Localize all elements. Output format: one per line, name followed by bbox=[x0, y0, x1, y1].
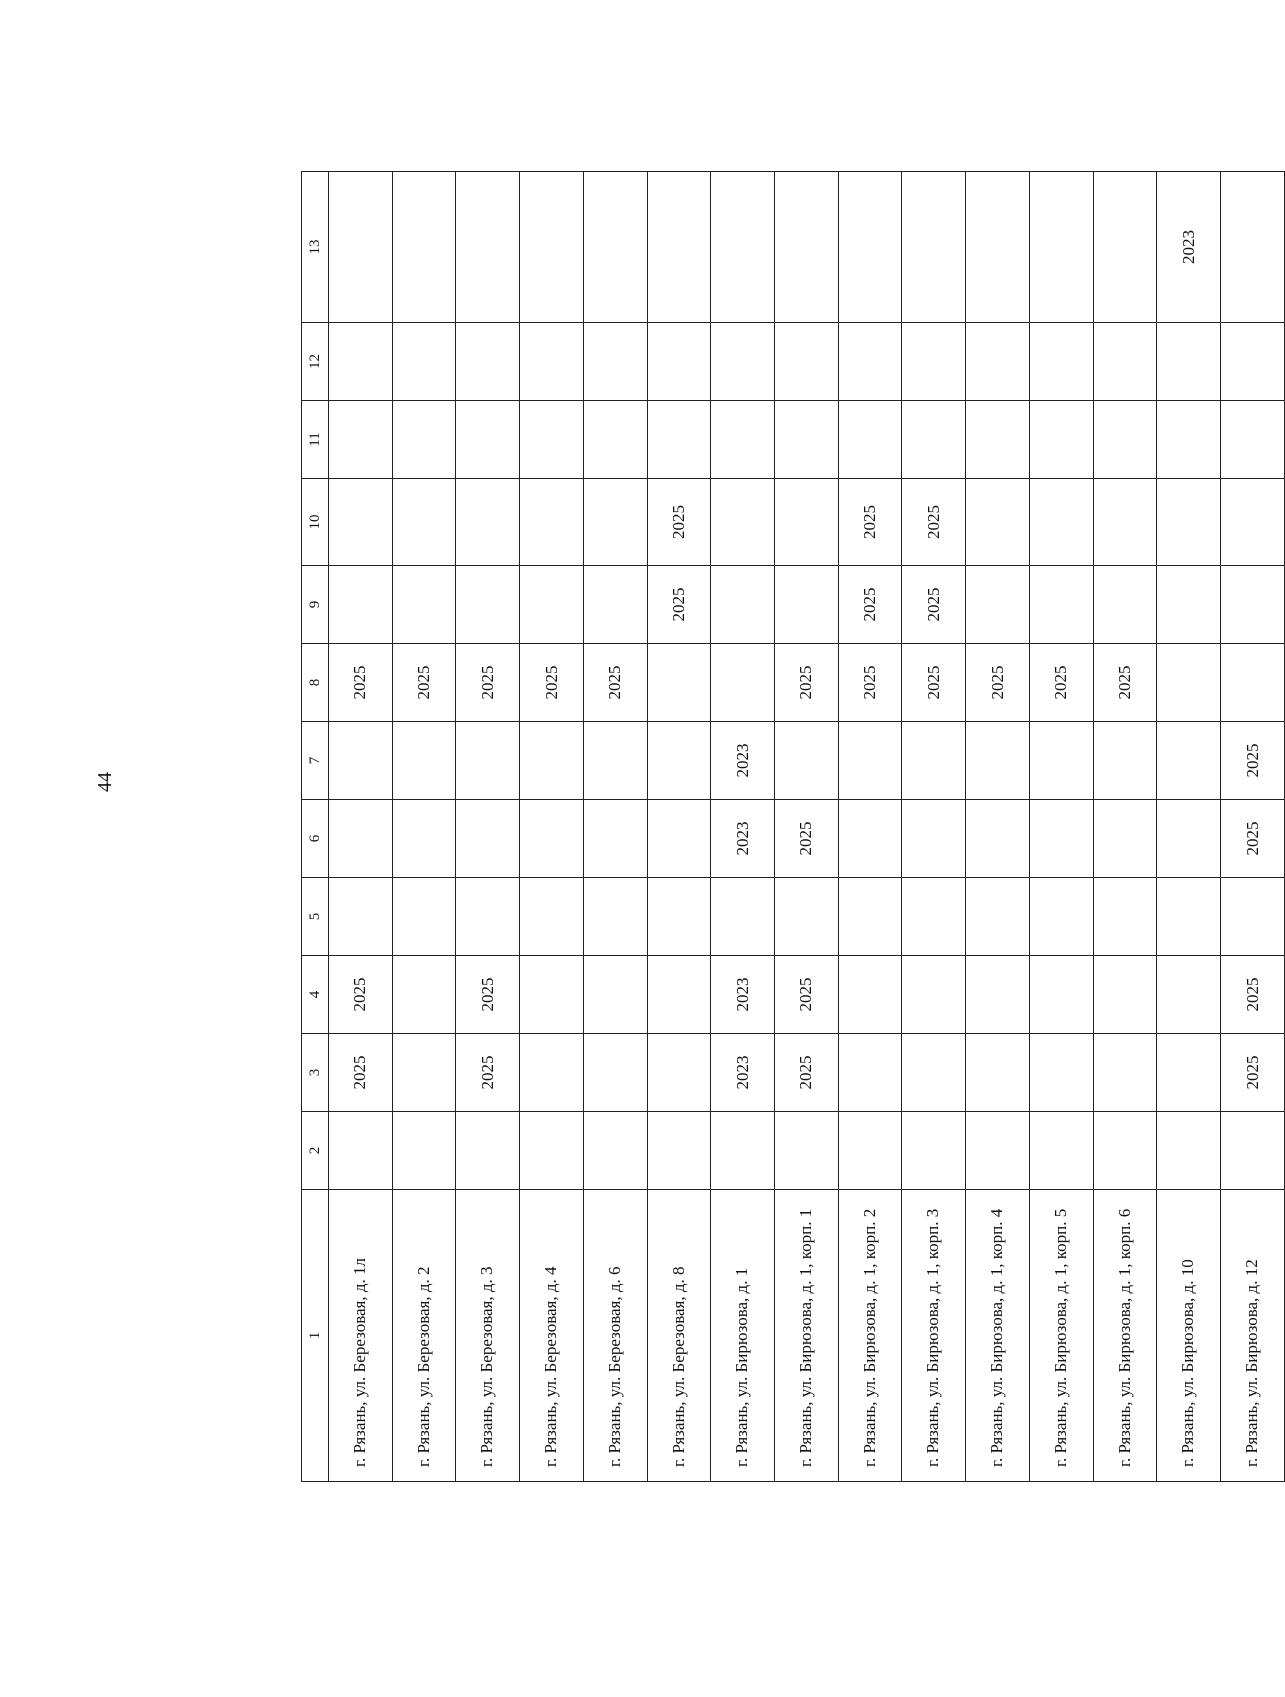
year-cell bbox=[775, 878, 839, 956]
address-cell: г. Рязань, ул. Бирюзова, д. 1, корп. 4 bbox=[966, 1190, 1030, 1482]
column-header: 11 bbox=[302, 401, 329, 479]
year-cell: 2025 bbox=[838, 566, 902, 644]
year-cell bbox=[456, 1112, 520, 1190]
year-cell bbox=[902, 878, 966, 956]
year-cell bbox=[711, 172, 775, 323]
year-cell: 2025 bbox=[392, 644, 456, 722]
year-cell bbox=[1157, 1034, 1221, 1112]
year-cell bbox=[711, 566, 775, 644]
year-cell bbox=[520, 722, 584, 800]
column-header: 6 bbox=[302, 800, 329, 878]
year-cell bbox=[1221, 566, 1285, 644]
year-cell: 2025 bbox=[966, 644, 1030, 722]
year-cell bbox=[583, 172, 647, 323]
column-header: 3 bbox=[302, 1034, 329, 1112]
year-cell bbox=[392, 323, 456, 401]
year-cell: 2025 bbox=[902, 566, 966, 644]
year-cell bbox=[902, 1112, 966, 1190]
year-cell: 2025 bbox=[329, 956, 393, 1034]
year-cell bbox=[966, 1112, 1030, 1190]
year-cell bbox=[456, 172, 520, 323]
table-row bbox=[1221, 172, 1285, 1482]
year-cell bbox=[329, 172, 393, 323]
year-cell bbox=[838, 172, 902, 323]
column-header: 5 bbox=[302, 878, 329, 956]
year-cell bbox=[966, 956, 1030, 1034]
table-body bbox=[329, 172, 1285, 1482]
year-cell bbox=[329, 1112, 393, 1190]
year-cell bbox=[1093, 401, 1157, 479]
year-cell bbox=[1093, 722, 1157, 800]
year-cell bbox=[1029, 479, 1093, 566]
year-cell bbox=[775, 566, 839, 644]
table-row bbox=[775, 172, 839, 1482]
year-cell bbox=[1029, 401, 1093, 479]
year-cell: 2025 bbox=[456, 644, 520, 722]
table-row bbox=[392, 172, 456, 1482]
year-cell bbox=[456, 479, 520, 566]
year-cell bbox=[902, 956, 966, 1034]
year-cell bbox=[1157, 479, 1221, 566]
year-cell bbox=[1029, 172, 1093, 323]
year-cell bbox=[902, 172, 966, 323]
year-cell bbox=[1093, 800, 1157, 878]
year-cell bbox=[456, 401, 520, 479]
year-cell bbox=[456, 722, 520, 800]
year-cell bbox=[1093, 323, 1157, 401]
table-row bbox=[1157, 172, 1221, 1482]
year-cell bbox=[647, 172, 711, 323]
year-cell bbox=[1029, 956, 1093, 1034]
year-cell bbox=[329, 800, 393, 878]
address-cell: г. Рязань, ул. Бирюзова, д. 1 bbox=[711, 1190, 775, 1482]
year-cell bbox=[1221, 1112, 1285, 1190]
year-cell bbox=[711, 401, 775, 479]
year-cell: 2025 bbox=[775, 644, 839, 722]
column-header: 1 bbox=[302, 1190, 329, 1482]
year-cell bbox=[647, 401, 711, 479]
year-cell bbox=[392, 479, 456, 566]
year-cell: 2025 bbox=[456, 956, 520, 1034]
year-cell bbox=[966, 566, 1030, 644]
year-cell: 2025 bbox=[456, 1034, 520, 1112]
year-cell bbox=[329, 878, 393, 956]
year-cell bbox=[392, 956, 456, 1034]
table-row bbox=[647, 172, 711, 1482]
year-cell bbox=[711, 323, 775, 401]
year-cell bbox=[966, 479, 1030, 566]
year-cell bbox=[1029, 878, 1093, 956]
column-header: 4 bbox=[302, 956, 329, 1034]
year-cell bbox=[838, 1112, 902, 1190]
year-cell bbox=[1093, 566, 1157, 644]
year-cell bbox=[1157, 566, 1221, 644]
year-cell bbox=[1029, 722, 1093, 800]
year-cell bbox=[902, 1034, 966, 1112]
year-cell: 2025 bbox=[775, 1034, 839, 1112]
address-cell: г. Рязань, ул. Березовая, д. 6 bbox=[583, 1190, 647, 1482]
year-cell bbox=[902, 323, 966, 401]
rotated-table-container bbox=[301, 172, 1285, 1482]
year-cell bbox=[520, 323, 584, 401]
year-cell bbox=[775, 1112, 839, 1190]
address-cell: г. Рязань, ул. Березовая, д. 8 bbox=[647, 1190, 711, 1482]
year-cell bbox=[520, 1112, 584, 1190]
year-cell bbox=[647, 323, 711, 401]
year-cell bbox=[775, 172, 839, 323]
year-cell: 2025 bbox=[1221, 800, 1285, 878]
year-cell bbox=[520, 878, 584, 956]
year-cell bbox=[520, 956, 584, 1034]
year-cell bbox=[329, 566, 393, 644]
year-cell bbox=[838, 1034, 902, 1112]
table-row bbox=[1093, 172, 1157, 1482]
year-cell: 2025 bbox=[775, 800, 839, 878]
year-cell bbox=[392, 172, 456, 323]
year-cell bbox=[456, 800, 520, 878]
address-cell: г. Рязань, ул. Бирюзова, д. 1, корп. 6 bbox=[1093, 1190, 1157, 1482]
year-cell bbox=[1221, 172, 1285, 323]
year-cell: 2025 bbox=[583, 644, 647, 722]
year-cell: 2025 bbox=[902, 479, 966, 566]
year-cell bbox=[1157, 800, 1221, 878]
year-cell bbox=[1157, 722, 1221, 800]
address-cell: г. Рязань, ул. Бирюзова, д. 1, корп. 1 bbox=[775, 1190, 839, 1482]
year-cell bbox=[520, 566, 584, 644]
year-cell bbox=[1093, 1112, 1157, 1190]
year-cell bbox=[1221, 878, 1285, 956]
year-cell bbox=[838, 722, 902, 800]
address-cell: г. Рязань, ул. Березовая, д. 3 bbox=[456, 1190, 520, 1482]
year-cell bbox=[902, 401, 966, 479]
year-cell bbox=[1029, 800, 1093, 878]
address-cell: г. Рязань, ул. Бирюзова, д. 1, корп. 5 bbox=[1029, 1190, 1093, 1482]
year-cell bbox=[1221, 479, 1285, 566]
address-cell: г. Рязань, ул. Бирюзова, д. 1, корп. 3 bbox=[902, 1190, 966, 1482]
year-cell bbox=[647, 956, 711, 1034]
year-cell bbox=[1157, 878, 1221, 956]
year-cell: 2023 bbox=[1157, 172, 1221, 323]
year-cell: 2025 bbox=[1221, 1034, 1285, 1112]
year-cell bbox=[520, 401, 584, 479]
year-cell bbox=[966, 722, 1030, 800]
year-cell bbox=[583, 323, 647, 401]
year-cell bbox=[392, 800, 456, 878]
year-cell bbox=[966, 800, 1030, 878]
year-cell bbox=[329, 722, 393, 800]
year-cell bbox=[1093, 172, 1157, 323]
year-cell bbox=[838, 323, 902, 401]
address-cell: г. Рязань, ул. Бирюзова, д. 10 bbox=[1157, 1190, 1221, 1482]
year-cell bbox=[583, 800, 647, 878]
year-cell: 2025 bbox=[329, 644, 393, 722]
year-cell bbox=[1157, 644, 1221, 722]
year-cell bbox=[520, 479, 584, 566]
year-cell bbox=[583, 956, 647, 1034]
year-cell bbox=[583, 401, 647, 479]
year-cell bbox=[902, 722, 966, 800]
table-row bbox=[711, 172, 775, 1482]
data-table bbox=[301, 171, 1285, 1482]
table-row bbox=[583, 172, 647, 1482]
column-header: 2 bbox=[302, 1112, 329, 1190]
year-cell bbox=[456, 566, 520, 644]
year-cell bbox=[1157, 323, 1221, 401]
year-cell bbox=[966, 401, 1030, 479]
column-header: 8 bbox=[302, 644, 329, 722]
year-cell bbox=[583, 479, 647, 566]
table-row bbox=[520, 172, 584, 1482]
address-cell: г. Рязань, ул. Бирюзова, д. 12 bbox=[1221, 1190, 1285, 1482]
year-cell: 2025 bbox=[647, 479, 711, 566]
year-cell bbox=[583, 1112, 647, 1190]
year-cell bbox=[392, 401, 456, 479]
year-cell: 2023 bbox=[711, 800, 775, 878]
table-header-row bbox=[302, 172, 329, 1482]
year-cell bbox=[711, 479, 775, 566]
year-cell bbox=[1029, 1034, 1093, 1112]
year-cell bbox=[583, 566, 647, 644]
year-cell bbox=[711, 878, 775, 956]
year-cell bbox=[1157, 1112, 1221, 1190]
column-header: 13 bbox=[302, 172, 329, 323]
year-cell bbox=[520, 172, 584, 323]
column-header: 10 bbox=[302, 479, 329, 566]
year-cell bbox=[838, 800, 902, 878]
year-cell bbox=[711, 1112, 775, 1190]
year-cell bbox=[966, 878, 1030, 956]
year-cell bbox=[583, 722, 647, 800]
year-cell: 2025 bbox=[520, 644, 584, 722]
year-cell: 2025 bbox=[647, 566, 711, 644]
year-cell: 2023 bbox=[711, 1034, 775, 1112]
year-cell bbox=[647, 722, 711, 800]
year-cell: 2025 bbox=[1221, 956, 1285, 1034]
year-cell bbox=[775, 722, 839, 800]
year-cell bbox=[520, 800, 584, 878]
year-cell: 2025 bbox=[1029, 644, 1093, 722]
address-cell: г. Рязань, ул. Березовая, д. 2 bbox=[392, 1190, 456, 1482]
year-cell bbox=[1157, 956, 1221, 1034]
table-row bbox=[902, 172, 966, 1482]
year-cell bbox=[647, 878, 711, 956]
year-cell bbox=[1221, 323, 1285, 401]
year-cell bbox=[966, 1034, 1030, 1112]
year-cell bbox=[1029, 1112, 1093, 1190]
year-cell bbox=[392, 878, 456, 956]
year-cell bbox=[1221, 644, 1285, 722]
year-cell bbox=[329, 323, 393, 401]
year-cell: 2023 bbox=[711, 956, 775, 1034]
year-cell bbox=[775, 401, 839, 479]
year-cell bbox=[392, 1112, 456, 1190]
year-cell bbox=[647, 1112, 711, 1190]
year-cell: 2025 bbox=[838, 479, 902, 566]
year-cell bbox=[1093, 1034, 1157, 1112]
year-cell bbox=[966, 172, 1030, 323]
year-cell: 2025 bbox=[329, 1034, 393, 1112]
year-cell bbox=[520, 1034, 584, 1112]
year-cell bbox=[583, 1034, 647, 1112]
year-cell bbox=[392, 566, 456, 644]
address-cell: г. Рязань, ул. Березовая, д. 4 bbox=[520, 1190, 584, 1482]
table-row bbox=[1029, 172, 1093, 1482]
year-cell bbox=[392, 1034, 456, 1112]
year-cell bbox=[647, 800, 711, 878]
year-cell bbox=[902, 800, 966, 878]
year-cell: 2023 bbox=[711, 722, 775, 800]
year-cell bbox=[1029, 566, 1093, 644]
year-cell bbox=[583, 878, 647, 956]
page-number: 44 bbox=[94, 772, 116, 792]
table-row bbox=[966, 172, 1030, 1482]
year-cell bbox=[647, 644, 711, 722]
year-cell bbox=[456, 323, 520, 401]
year-cell bbox=[456, 878, 520, 956]
year-cell bbox=[1157, 401, 1221, 479]
year-cell bbox=[966, 323, 1030, 401]
table-row bbox=[838, 172, 902, 1482]
year-cell bbox=[775, 323, 839, 401]
year-cell: 2025 bbox=[838, 644, 902, 722]
year-cell: 2025 bbox=[1221, 722, 1285, 800]
year-cell bbox=[838, 956, 902, 1034]
address-cell: г. Рязань, ул. Березовая, д. 1л bbox=[329, 1190, 393, 1482]
year-cell bbox=[1221, 401, 1285, 479]
column-header: 9 bbox=[302, 566, 329, 644]
column-header: 12 bbox=[302, 323, 329, 401]
year-cell bbox=[1029, 323, 1093, 401]
year-cell: 2025 bbox=[775, 956, 839, 1034]
year-cell bbox=[1093, 956, 1157, 1034]
year-cell bbox=[775, 479, 839, 566]
year-cell bbox=[392, 722, 456, 800]
year-cell bbox=[329, 401, 393, 479]
year-cell bbox=[647, 1034, 711, 1112]
column-header: 7 bbox=[302, 722, 329, 800]
year-cell bbox=[838, 401, 902, 479]
table-row bbox=[329, 172, 393, 1482]
year-cell bbox=[1093, 878, 1157, 956]
table-row bbox=[456, 172, 520, 1482]
year-cell: 2025 bbox=[1093, 644, 1157, 722]
year-cell bbox=[1093, 479, 1157, 566]
year-cell: 2025 bbox=[902, 644, 966, 722]
year-cell bbox=[329, 479, 393, 566]
year-cell bbox=[838, 878, 902, 956]
year-cell bbox=[711, 644, 775, 722]
address-cell: г. Рязань, ул. Бирюзова, д. 1, корп. 2 bbox=[838, 1190, 902, 1482]
